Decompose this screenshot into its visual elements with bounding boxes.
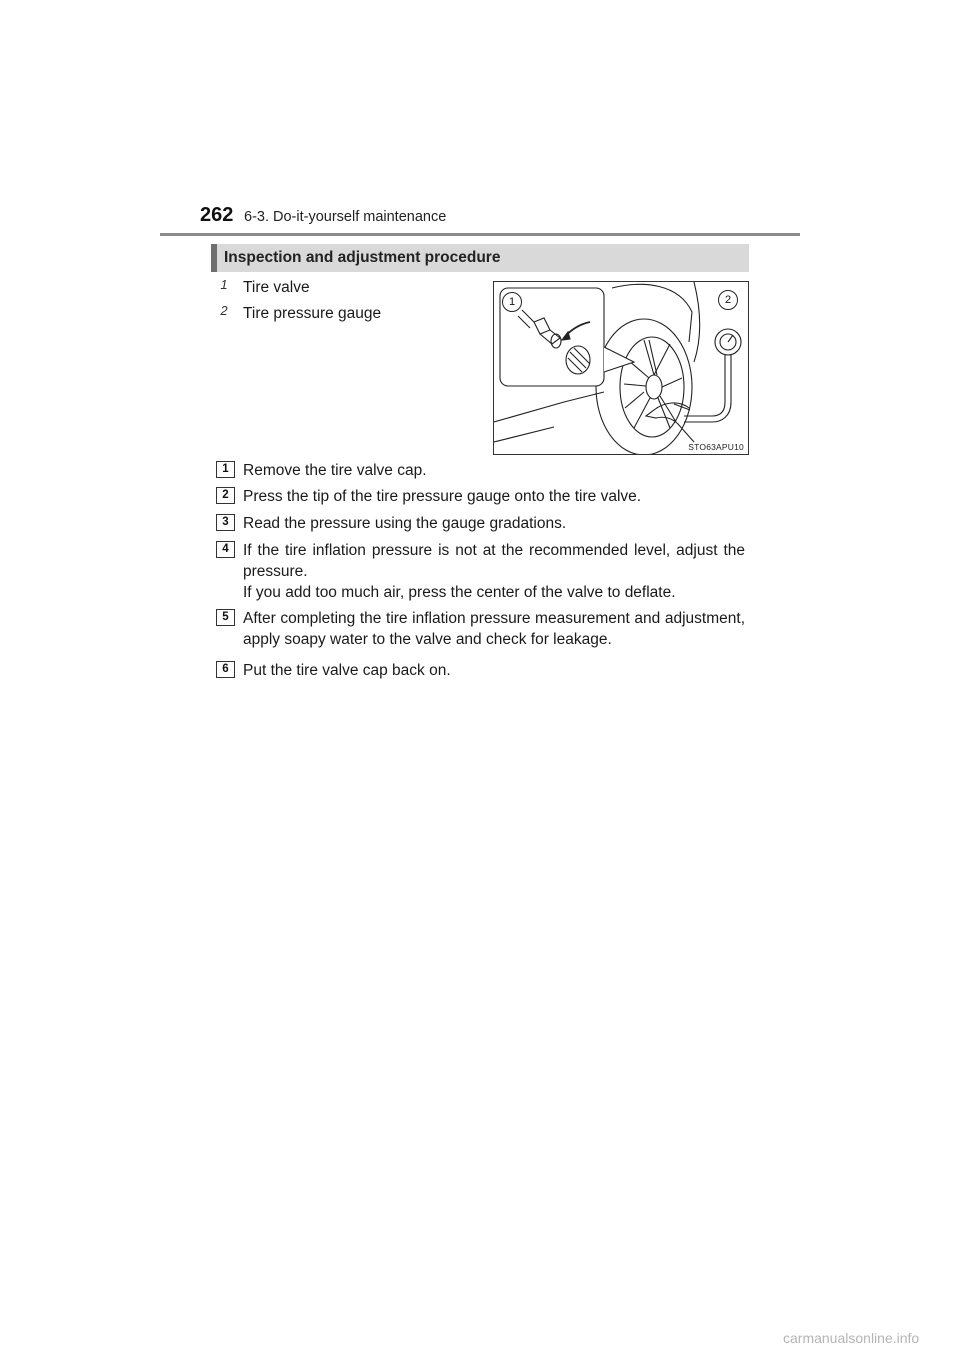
step-number-badge: 2: [216, 487, 235, 504]
header-rule: [160, 233, 800, 236]
tire-inflation-illustration: [493, 281, 749, 455]
step-number-badge: 5: [216, 609, 235, 626]
heading-accent: [211, 244, 217, 272]
figure-code: STO63APU10: [688, 442, 744, 452]
step-text: Read the pressure using the gauge gradations.: [243, 515, 567, 532]
step-text: After completing the tire inflation pressure measurement and adjustment, apply soapy water to the valve and check for leakage.: [243, 610, 745, 648]
step-text: Put the tire valve cap back on.: [243, 662, 451, 679]
step-number-badge: 3: [216, 514, 235, 531]
callout-number: 2: [220, 302, 228, 318]
step-text: If the tire inflation pressure is not at the recommended level, adjust the pressure.: [243, 542, 745, 580]
procedure-heading-text: Inspection and adjustment procedure: [224, 249, 501, 266]
tire-gauge-drawing: [494, 282, 749, 455]
figure-callout-gauge: 2: [718, 290, 738, 310]
callout-label: Tire valve: [243, 279, 310, 296]
step-number-badge: 1: [216, 461, 235, 478]
watermark: carmanualsonline.info: [783, 1330, 920, 1346]
procedure-heading: [211, 244, 749, 272]
page-number: 262: [200, 204, 234, 226]
step-number-badge: 6: [216, 661, 235, 678]
section-title: 6-3. Do-it-yourself maintenance: [244, 209, 447, 225]
figure-callout-valve: 1: [502, 292, 522, 312]
callout-label: Tire pressure gauge: [243, 305, 382, 322]
step-number-badge: 4: [216, 541, 235, 558]
callout-number: 1: [220, 276, 228, 292]
step-text: Remove the tire valve cap.: [243, 462, 427, 479]
step-note: If you add too much air, press the center of the valve to deflate.: [243, 584, 676, 601]
step-text: Press the tip of the tire pressure gauge onto the tire valve.: [243, 488, 642, 505]
